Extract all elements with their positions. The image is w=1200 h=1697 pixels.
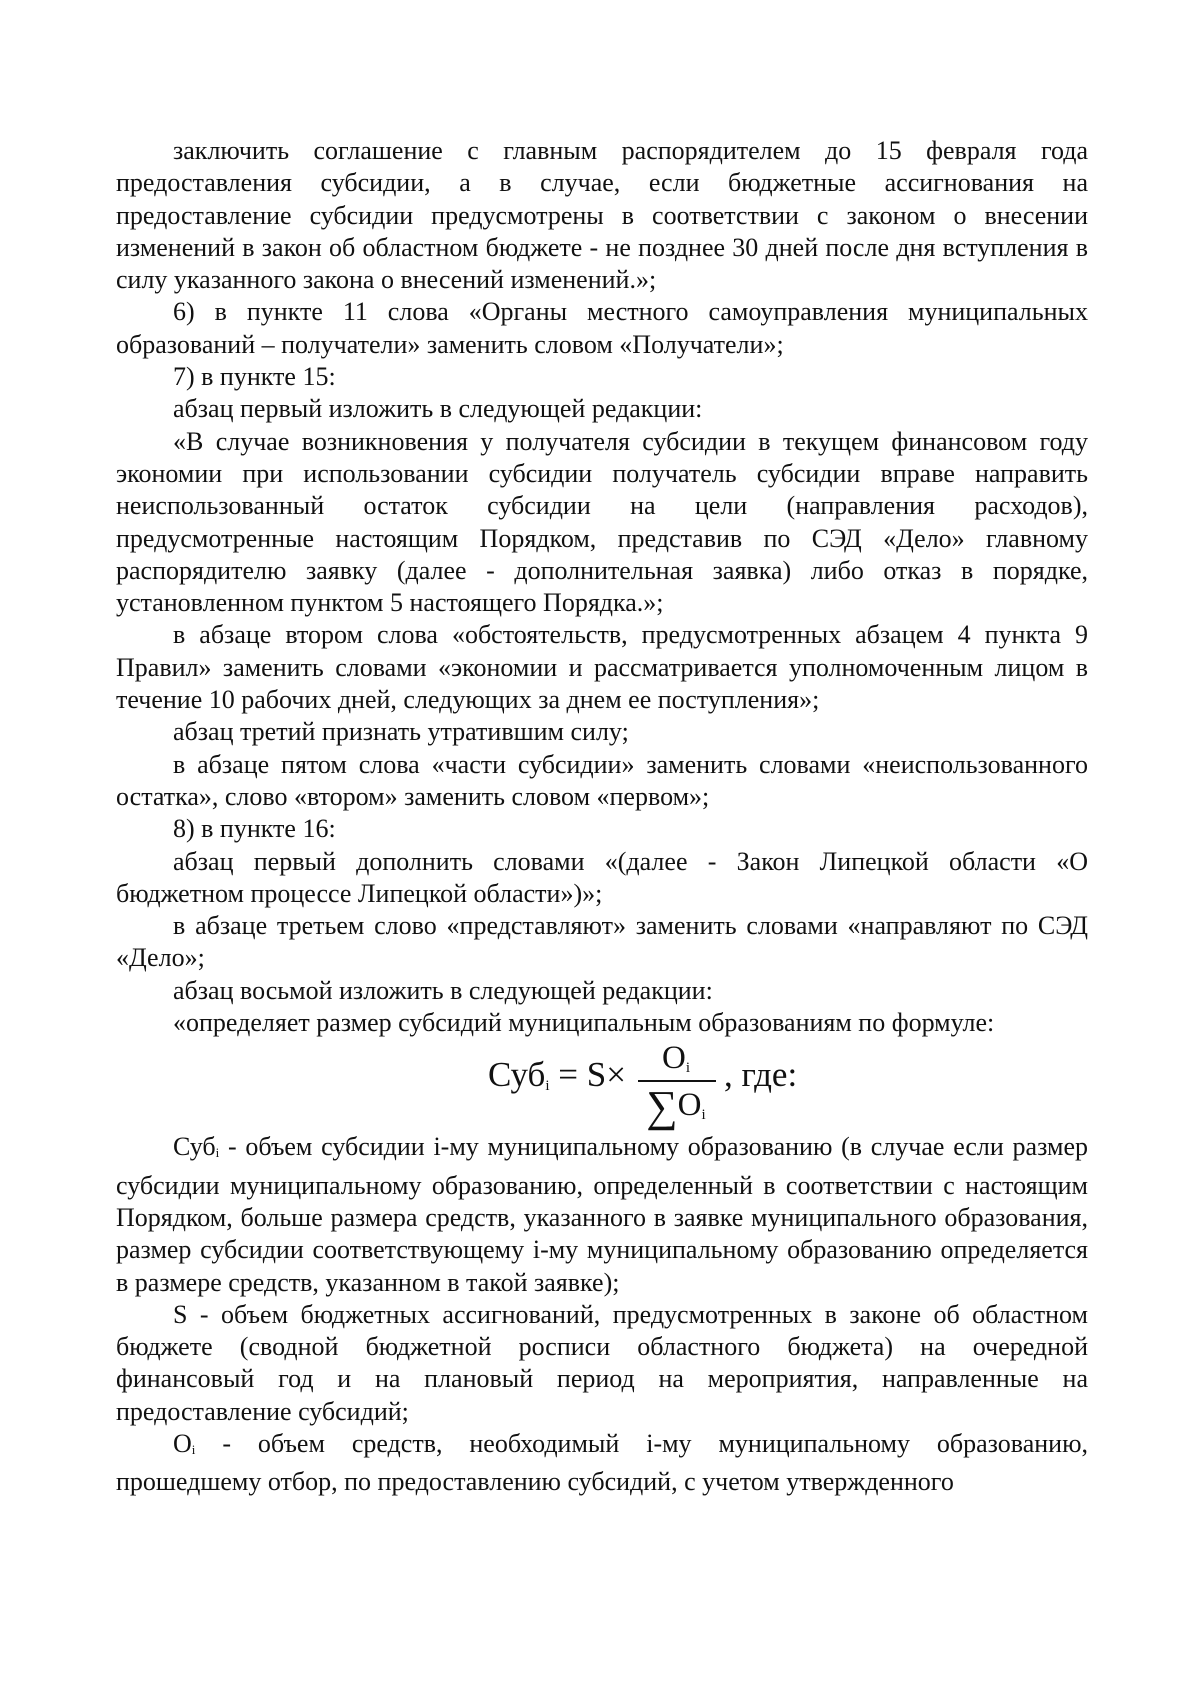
paragraph-1: заключить соглашение с главным распорядителем до 15 февраля года предоставления субсидии, а в случае, если бюджетные ассигнования на предоставление субсидии предусмотрены в соответствии с законом о внесении изменений в закон об областном бюджете - не позднее 30 дней после дня вступления в силу указанного закона о внесений изменений.»; <box>116 136 1088 295</box>
definition-sub <box>116 1131 1088 1298</box>
definition-o <box>116 1428 1088 1499</box>
definition-index: i <box>191 1441 196 1457</box>
paragraph-10: абзац первый дополнить словами «(далее - Закон Липецкой области «О бюджетном процессе Липецкой области»)»; <box>116 846 1088 908</box>
definition-text: - объем средств, необходимый i-му муниципальному образованию, прошедшему отбор, по предоставлению субсидий, с учетом утвержденного <box>116 1428 1088 1497</box>
formula-lhs-index: i <box>545 1078 550 1095</box>
formula-equals: = S× <box>549 1055 626 1095</box>
paragraph-6: в абзаце втором слова «обстоятельств, предусмотренных абзацем 4 пункта 9 Правил» заменить словами «экономии и рассматривается уполномоченным лицом в течение 10 рабочих дней, следующих за днем ее поступления»; <box>116 620 1088 715</box>
sigma-symbol: ∑ <box>646 1082 678 1132</box>
formula-lhs <box>488 1055 626 1106</box>
paragraph-12: абзац восьмой изложить в следующей редакции: <box>173 975 713 1005</box>
numerator-symbol: O <box>661 1040 686 1077</box>
definition-text: - объем бюджетных ассигнований, предусмотренных в законе об областном бюджете (сводной бюджетной росписи областного бюджета) на очередной финансовый год и на плановый период на мероприятия, направленные на предоставление субсидий; <box>116 1299 1088 1426</box>
formula-lhs-symbol: Суб <box>488 1055 546 1095</box>
denominator-symbol: O <box>677 1087 702 1124</box>
paragraph-5: «В случае возникновения у получателя субсидии в текущем финансовом году экономии при использовании субсидии получатель субсидии вправе направить неиспользованный остаток субсидии на цели (направления расходов), предусмотренные настоящим Порядком, представив по СЭД «Дело» главному распорядителю заявку (далее - дополнительная заявка) либо отказ в порядке, установленном пунктом 5 настоящего Порядка.»; <box>116 426 1088 618</box>
definition-s <box>116 1299 1088 1428</box>
definition-symbol: O <box>173 1428 192 1458</box>
paragraph-8: в абзаце пятом слова «части субсидии» заменить словами «неиспользованного остатка», слово «втором» заменить словом «первом»; <box>116 749 1088 811</box>
formula-tail: , где: <box>724 1055 798 1095</box>
definition-symbol: Суб <box>173 1132 216 1162</box>
paragraph-13: «определяет размер субсидий муниципальным образованиям по формуле: <box>173 1008 995 1038</box>
document-page <box>116 135 1088 1499</box>
paragraph-3: 7) в пункте 15: <box>173 362 336 392</box>
formula-denominator <box>634 1082 718 1135</box>
denominator-index: i <box>701 1107 706 1124</box>
numerator-index: i <box>685 1060 690 1077</box>
paragraph-2: 6) в пункте 11 слова «Органы местного самоуправления муниципальных образований – получатели» заменить словом «Получатели»; <box>116 297 1088 359</box>
paragraph-7: абзац третий признать утратившим силу; <box>173 717 629 747</box>
definition-symbol: S <box>173 1299 188 1329</box>
subsidy-formula <box>116 1039 1088 1131</box>
paragraph-11: в абзаце третьем слово «представляют» заменить словами «направляют по СЭД «Дело»; <box>116 911 1088 973</box>
paragraph-4: абзац первый изложить в следующей редакции: <box>173 394 703 424</box>
paragraph-9: 8) в пункте 16: <box>173 814 336 844</box>
definition-index: i <box>215 1145 220 1161</box>
definition-text: - объем субсидии i-му муниципальному образованию (в случае если размер субсидии муниципальному образованию, определенный в соответствии с настоящим Порядком, больше размера средств, указанного в заявке муниципального образования, размер субсидии соответствующему i-му муниципальному образованию определяется в размере средств, указанном в такой заявке); <box>116 1132 1088 1297</box>
